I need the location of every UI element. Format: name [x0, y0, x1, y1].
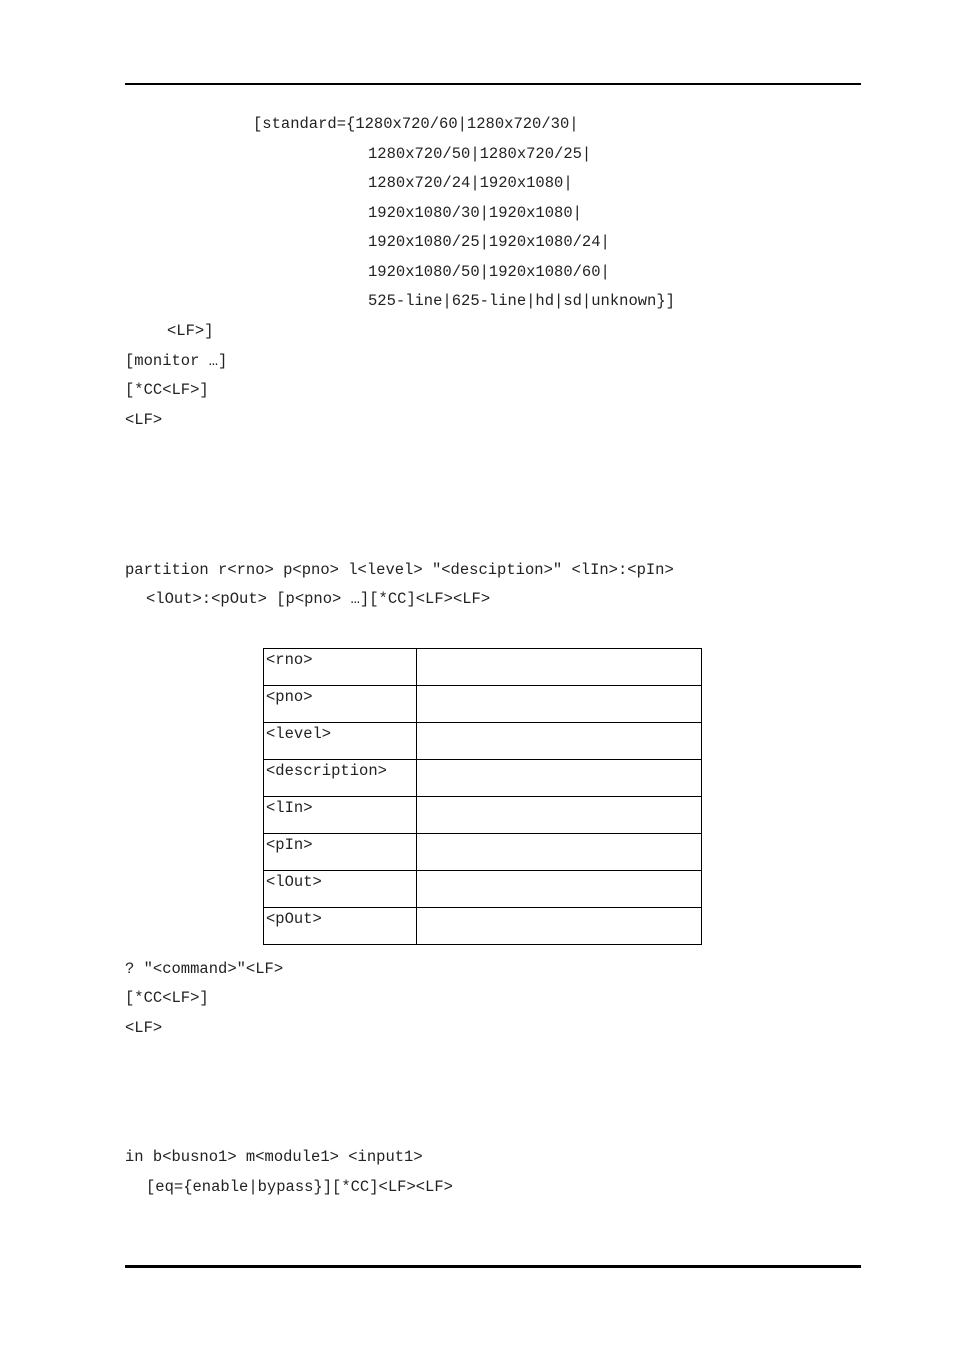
code-line: partition r<rno> p<pno> l<level> "<desciption>" <lIn>:<pIn> [125, 561, 674, 579]
header-rule [125, 83, 861, 85]
desc-cell [417, 908, 702, 945]
code-line: ? "<command>"<LF> [125, 960, 284, 978]
param-cell: <level> [264, 723, 417, 760]
table-row [264, 760, 702, 797]
code-line: <LF> [125, 411, 163, 429]
code-line: 1920x1080/25|1920x1080/24| [368, 233, 610, 251]
param-cell: <pno> [264, 686, 417, 723]
code-line: [*CC<LF>] [125, 989, 209, 1007]
desc-cell [417, 686, 702, 723]
table-row [264, 871, 702, 908]
param-cell: <lOut> [264, 871, 417, 908]
code-line: 1280x720/50|1280x720/25| [368, 145, 592, 163]
code-line: 1280x720/24|1920x1080| [368, 174, 573, 192]
code-line: [*CC<LF>] [125, 381, 209, 399]
code-line: [monitor …] [125, 352, 228, 370]
desc-cell [417, 760, 702, 797]
code-line: [standard={1280x720/60|1280x720/30| [253, 115, 579, 133]
parameter-table [263, 648, 702, 945]
code-line: <LF>] [167, 322, 214, 340]
param-cell: <pIn> [264, 834, 417, 871]
desc-cell [417, 723, 702, 760]
desc-cell [417, 871, 702, 908]
param-cell: <pOut> [264, 908, 417, 945]
desc-cell [417, 834, 702, 871]
table-row [264, 649, 702, 686]
code-line: [eq={enable|bypass}][*CC]<LF><LF> [146, 1178, 453, 1196]
desc-cell [417, 797, 702, 834]
param-cell: <description> [264, 760, 417, 797]
table-row [264, 797, 702, 834]
code-line: 1920x1080/30|1920x1080| [368, 204, 582, 222]
table-row [264, 686, 702, 723]
code-line: 525-line|625-line|hd|sd|unknown}] [368, 292, 675, 310]
code-line: in b<busno1> m<module1> <input1> [125, 1148, 423, 1166]
desc-cell [417, 649, 702, 686]
table-row [264, 834, 702, 871]
table-row [264, 723, 702, 760]
code-line: <lOut>:<pOut> [p<pno> …][*CC]<LF><LF> [146, 590, 491, 608]
param-cell: <rno> [264, 649, 417, 686]
footer-rule [125, 1265, 861, 1268]
code-line: 1920x1080/50|1920x1080/60| [368, 263, 610, 281]
param-cell: <lIn> [264, 797, 417, 834]
code-line: <LF> [125, 1019, 163, 1037]
table-row [264, 908, 702, 945]
